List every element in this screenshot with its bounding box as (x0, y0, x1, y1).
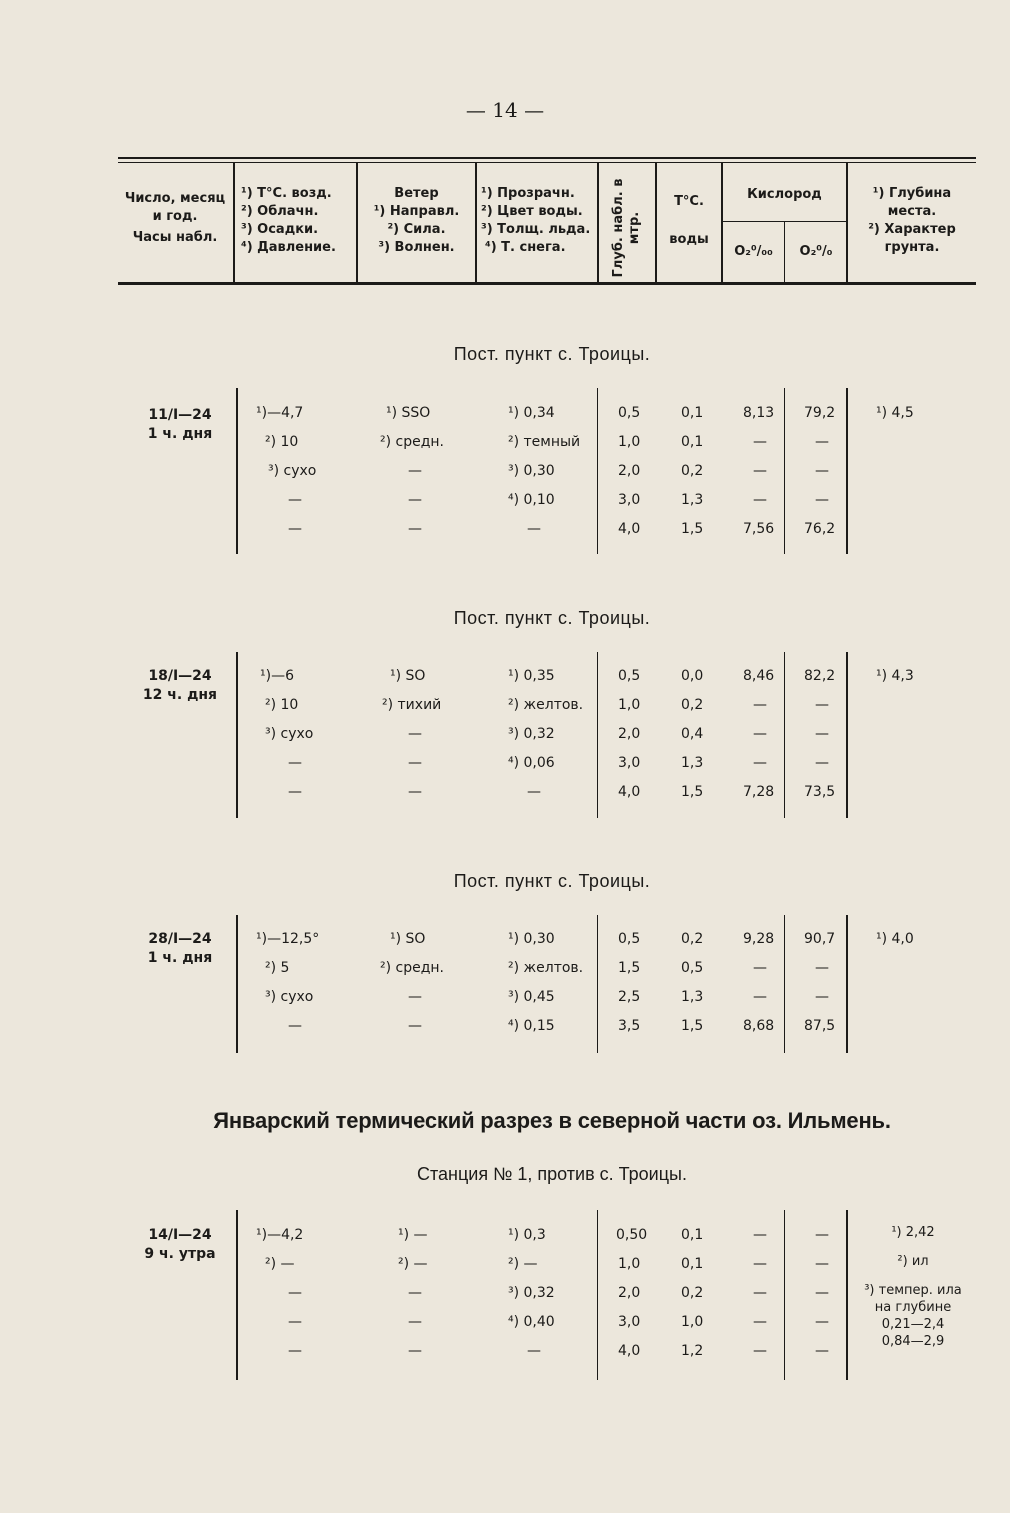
water-temp-value: 0,1 (681, 405, 704, 421)
oxygen-percent-value: — (815, 463, 829, 479)
depth-value: 1,0 (618, 697, 641, 713)
depth-value: 3,0 (618, 492, 641, 508)
oxygen-permille-value: — (753, 434, 767, 450)
snow-thickness-value: ⁴) 0,40 (508, 1314, 555, 1330)
note-text: 0,21—2,4 (881, 1317, 945, 1332)
station-title: Станция № 1, против с. Троицы. (417, 1164, 687, 1184)
section-title: Пост. пункт с. Троицы. (453, 871, 651, 891)
depth-value: 2,0 (618, 726, 641, 742)
air-temp-value: ¹)—4,2 (256, 1227, 304, 1243)
waves-value: — (408, 989, 422, 1005)
oxygen-percent-value: 76,2 (804, 521, 836, 537)
precipitation-value: ³) сухо (265, 726, 314, 742)
oxygen-permille-value: 9,28 (743, 931, 775, 947)
column-divider (236, 915, 238, 1053)
note-text: ²) ил (897, 1254, 929, 1269)
ice-thickness-value: ³) 0,30 (508, 463, 555, 479)
water-color-value: ²) темный (508, 434, 581, 450)
pressure-value: — (288, 755, 302, 771)
header-wind-column (358, 185, 475, 257)
header-text: места. (887, 204, 937, 219)
waves-value: — (408, 1285, 422, 1301)
oxygen-permille-value: — (753, 697, 767, 713)
column-divider (846, 652, 848, 818)
oxygen-permille-value: 8,68 (743, 1018, 775, 1034)
water-temp-value: 1,2 (681, 1343, 704, 1359)
oxygen-permille-value: — (753, 989, 767, 1005)
water-temp-value: 0,4 (681, 726, 704, 742)
oxygen-percent-value: 90,7 (804, 931, 836, 947)
header-text: грунта. (884, 240, 940, 255)
observation-date (130, 667, 230, 705)
water-temp-value: 0,1 (681, 1256, 704, 1272)
oxygen-percent-value: — (815, 726, 829, 742)
header-text: ⁴) Т. снега. (485, 240, 566, 255)
depth-value: 2,0 (618, 1285, 641, 1301)
oxygen-percent-value: 73,5 (804, 784, 836, 800)
column-divider (784, 652, 785, 818)
empty-value: — (527, 1343, 541, 1359)
header-text: Глуб. набл. в мтр. (611, 178, 642, 278)
depth-value: 0,50 (616, 1227, 648, 1243)
depth-value: 3,5 (618, 1018, 641, 1034)
depth-value: 4,0 (618, 521, 641, 537)
cloudiness-value: ²) 5 (265, 960, 290, 976)
oxygen-subheader-rule (722, 221, 846, 222)
header-oxygen-percent: O₂⁰/₀ (799, 244, 833, 259)
note-text: ³) темпер. ила (864, 1283, 962, 1298)
wind-direction-value: ¹) SO (390, 668, 426, 684)
empty-value: — (527, 784, 541, 800)
empty-value: — (288, 521, 302, 537)
water-temp-value: 1,5 (681, 521, 704, 537)
wind-force-value: ²) средн. (380, 434, 445, 450)
time-text: 1 ч. дня (147, 950, 213, 966)
station-depth-value: ¹) 4,0 (876, 931, 914, 947)
header-divider (784, 222, 785, 282)
header-text: ³) Толщ. льда. (481, 222, 591, 237)
wind-force-value: ²) тихий (382, 697, 442, 713)
water-color-value: ²) желтов. (508, 960, 584, 976)
water-temp-value: 0,2 (681, 1285, 704, 1301)
oxygen-permille-value: 8,13 (743, 405, 775, 421)
header-top-rule (118, 157, 976, 159)
note-text: ¹) 2,42 (891, 1225, 935, 1240)
page-number: — 14 — (465, 98, 545, 122)
empty-value: — (288, 1343, 302, 1359)
cloudiness-value: ²) 10 (265, 434, 299, 450)
oxygen-permille-value: 7,56 (743, 521, 775, 537)
waves-value: — (408, 726, 422, 742)
precipitation-value: ³) сухо (268, 463, 317, 479)
note-text: 0,84—2,9 (881, 1334, 945, 1349)
oxygen-permille-value: — (753, 1227, 767, 1243)
water-temp-value: 0,1 (681, 1227, 704, 1243)
pressure-value: — (288, 1314, 302, 1330)
oxygen-permille-value: — (753, 755, 767, 771)
precipitation-value: ³) сухо (265, 989, 314, 1005)
column-divider (597, 388, 598, 554)
oxygen-percent-value: — (815, 492, 829, 508)
water-color-value: ²) — (508, 1256, 538, 1272)
depth-value: 2,5 (618, 989, 641, 1005)
oxygen-percent-value: — (815, 960, 829, 976)
column-divider (597, 915, 598, 1053)
empty-value: — (288, 784, 302, 800)
date-text: 18/I—24 (148, 668, 212, 684)
header-text: ¹) Направл. (373, 204, 460, 219)
snow-thickness-value: ⁴) 0,15 (508, 1018, 555, 1034)
empty-value: — (408, 784, 422, 800)
depth-value: 4,0 (618, 784, 641, 800)
transparency-value: ¹) 0,3 (508, 1227, 546, 1243)
depth-value: 1,0 (618, 1256, 641, 1272)
oxygen-percent-value: — (815, 1343, 829, 1359)
depth-value: 1,0 (618, 434, 641, 450)
column-divider (236, 388, 238, 554)
station-notes (850, 1224, 976, 1350)
water-temp-value: 1,3 (681, 492, 704, 508)
water-temp-value: 0,1 (681, 434, 704, 450)
header-text: ⁴) Давление. (241, 240, 336, 255)
oxygen-permille-value: 7,28 (743, 784, 775, 800)
depth-value: 3,0 (618, 1314, 641, 1330)
water-temp-value: 1,5 (681, 1018, 704, 1034)
air-temp-value: ¹)—4,7 (256, 405, 304, 421)
column-divider (597, 1210, 598, 1380)
ice-thickness-value: ³) 0,32 (508, 726, 555, 742)
header-text: Часы набл. (132, 230, 218, 245)
oxygen-percent-value: — (815, 755, 829, 771)
date-text: 11/I—24 (148, 407, 212, 423)
header-depth-column (599, 172, 655, 284)
time-text: 12 ч. дня (142, 687, 218, 703)
cloudiness-value: ²) — (265, 1256, 295, 1272)
header-water-temp-column (657, 193, 721, 249)
time-text: 1 ч. дня (147, 426, 213, 442)
precipitation-value: — (288, 1285, 302, 1301)
water-temp-value: 1,5 (681, 784, 704, 800)
column-divider (846, 1210, 848, 1380)
column-divider (846, 388, 848, 554)
oxygen-percent-value: — (815, 434, 829, 450)
header-text: Ветер (394, 186, 439, 201)
observation-date (130, 1226, 230, 1264)
station-depth-value: ¹) 4,5 (876, 405, 914, 421)
header-text: ²) Сила. (387, 222, 446, 237)
oxygen-permille-value: — (753, 492, 767, 508)
water-temp-value: 0,2 (681, 463, 704, 479)
transparency-value: ¹) 0,30 (508, 931, 555, 947)
oxygen-permille-value: — (753, 463, 767, 479)
empty-value: — (408, 492, 422, 508)
oxygen-percent-value: — (815, 1227, 829, 1243)
oxygen-percent-value: — (815, 989, 829, 1005)
column-divider (846, 915, 848, 1053)
water-temp-value: 1,3 (681, 989, 704, 1005)
header-text: ²) Характер (868, 222, 956, 237)
oxygen-percent-value: 87,5 (804, 1018, 836, 1034)
pressure-value: — (288, 492, 302, 508)
empty-value: — (527, 521, 541, 537)
header-divider (721, 162, 723, 282)
empty-value: — (408, 1018, 422, 1034)
note-text: на глубине (874, 1300, 952, 1315)
header-text: ¹) Прозрачн. (481, 186, 575, 201)
water-temp-value: 0,5 (681, 960, 704, 976)
header-oxygen-column: Кислород (747, 187, 822, 202)
oxygen-permille-value: — (753, 1314, 767, 1330)
oxygen-percent-value: — (815, 1285, 829, 1301)
air-temp-value: ¹)—12,5° (256, 931, 320, 947)
snow-thickness-value: ⁴) 0,06 (508, 755, 555, 771)
oxygen-permille-value: — (753, 1285, 767, 1301)
water-color-value: ²) желтов. (508, 697, 584, 713)
header-text: ²) Облачн. (241, 204, 319, 219)
oxygen-permille-value: — (753, 960, 767, 976)
column-divider (597, 652, 598, 818)
column-divider (784, 388, 785, 554)
empty-value: — (408, 755, 422, 771)
column-divider (236, 1210, 238, 1380)
observation-date (130, 930, 230, 968)
empty-value: — (408, 521, 422, 537)
depth-value: 3,0 (618, 755, 641, 771)
wind-force-value: ²) — (398, 1256, 428, 1272)
oxygen-permille-value: — (753, 726, 767, 742)
header-depth-ground-column (848, 185, 976, 257)
empty-value: — (408, 1343, 422, 1359)
header-bottom-rule (118, 282, 976, 285)
header-text: ²) Цвет воды. (481, 204, 583, 219)
water-temp-value: 1,3 (681, 755, 704, 771)
depth-value: 1,5 (618, 960, 641, 976)
column-divider (236, 652, 238, 818)
empty-value: — (408, 1314, 422, 1330)
wind-direction-value: ¹) SO (390, 931, 426, 947)
water-temp-value: 0,2 (681, 931, 704, 947)
oxygen-percent-value: 79,2 (804, 405, 836, 421)
header-divider (475, 162, 477, 282)
station-depth-value: ¹) 4,3 (876, 668, 914, 684)
transparency-value: ¹) 0,34 (508, 405, 555, 421)
air-temp-value: ¹)—6 (260, 668, 294, 684)
cloudiness-value: ²) 10 (265, 697, 299, 713)
header-text: Число, месяц (124, 191, 226, 206)
ice-thickness-value: ³) 0,45 (508, 989, 555, 1005)
header-air-column (241, 185, 355, 257)
ice-thickness-value: ³) 0,32 (508, 1285, 555, 1301)
snow-thickness-value: ⁴) 0,10 (508, 492, 555, 508)
column-divider (784, 1210, 785, 1380)
header-text: ¹) T°C. возд. (241, 186, 332, 201)
pressure-value: — (288, 1018, 302, 1034)
column-divider (784, 915, 785, 1053)
water-temp-value: 0,2 (681, 697, 704, 713)
header-text: ¹) Глубина (872, 186, 952, 201)
depth-value: 0,5 (618, 405, 641, 421)
header-text: ³) Волнен. (378, 240, 455, 255)
header-text: и год. (152, 209, 198, 224)
transparency-value: ¹) 0,35 (508, 668, 555, 684)
section-title: Пост. пункт с. Троицы. (453, 344, 651, 364)
oxygen-percent-value: — (815, 1314, 829, 1330)
header-text: воды (669, 232, 709, 247)
depth-value: 0,5 (618, 668, 641, 684)
header-oxygen-permille: O₂⁰/₀₀ (734, 244, 773, 259)
depth-value: 4,0 (618, 1343, 641, 1359)
oxygen-percent-value: 82,2 (804, 668, 836, 684)
oxygen-permille-value: — (753, 1256, 767, 1272)
time-text: 9 ч. утра (144, 1246, 216, 1262)
water-temp-value: 1,0 (681, 1314, 704, 1330)
oxygen-percent-value: — (815, 697, 829, 713)
depth-value: 2,0 (618, 463, 641, 479)
wind-direction-value: ¹) SSO (386, 405, 431, 421)
observation-date (130, 406, 230, 444)
wind-force-value: ²) средн. (380, 960, 445, 976)
date-text: 14/I—24 (148, 1227, 212, 1243)
oxygen-permille-value: 8,46 (743, 668, 775, 684)
date-text: 28/I—24 (148, 931, 212, 947)
wind-direction-value: ¹) — (398, 1227, 428, 1243)
header-transparency-column (481, 185, 597, 257)
oxygen-percent-value: — (815, 1256, 829, 1272)
waves-value: — (408, 463, 422, 479)
thermal-section-title: Январский термический разрез в северной части оз. Ильмень. (213, 1108, 891, 1133)
header-date-column (116, 190, 234, 247)
header-text: T°C. (674, 194, 704, 209)
water-temp-value: 0,0 (681, 668, 704, 684)
section-title: Пост. пункт с. Троицы. (453, 608, 651, 628)
oxygen-permille-value: — (753, 1343, 767, 1359)
depth-value: 0,5 (618, 931, 641, 947)
header-text: ³) Осадки. (241, 222, 319, 237)
